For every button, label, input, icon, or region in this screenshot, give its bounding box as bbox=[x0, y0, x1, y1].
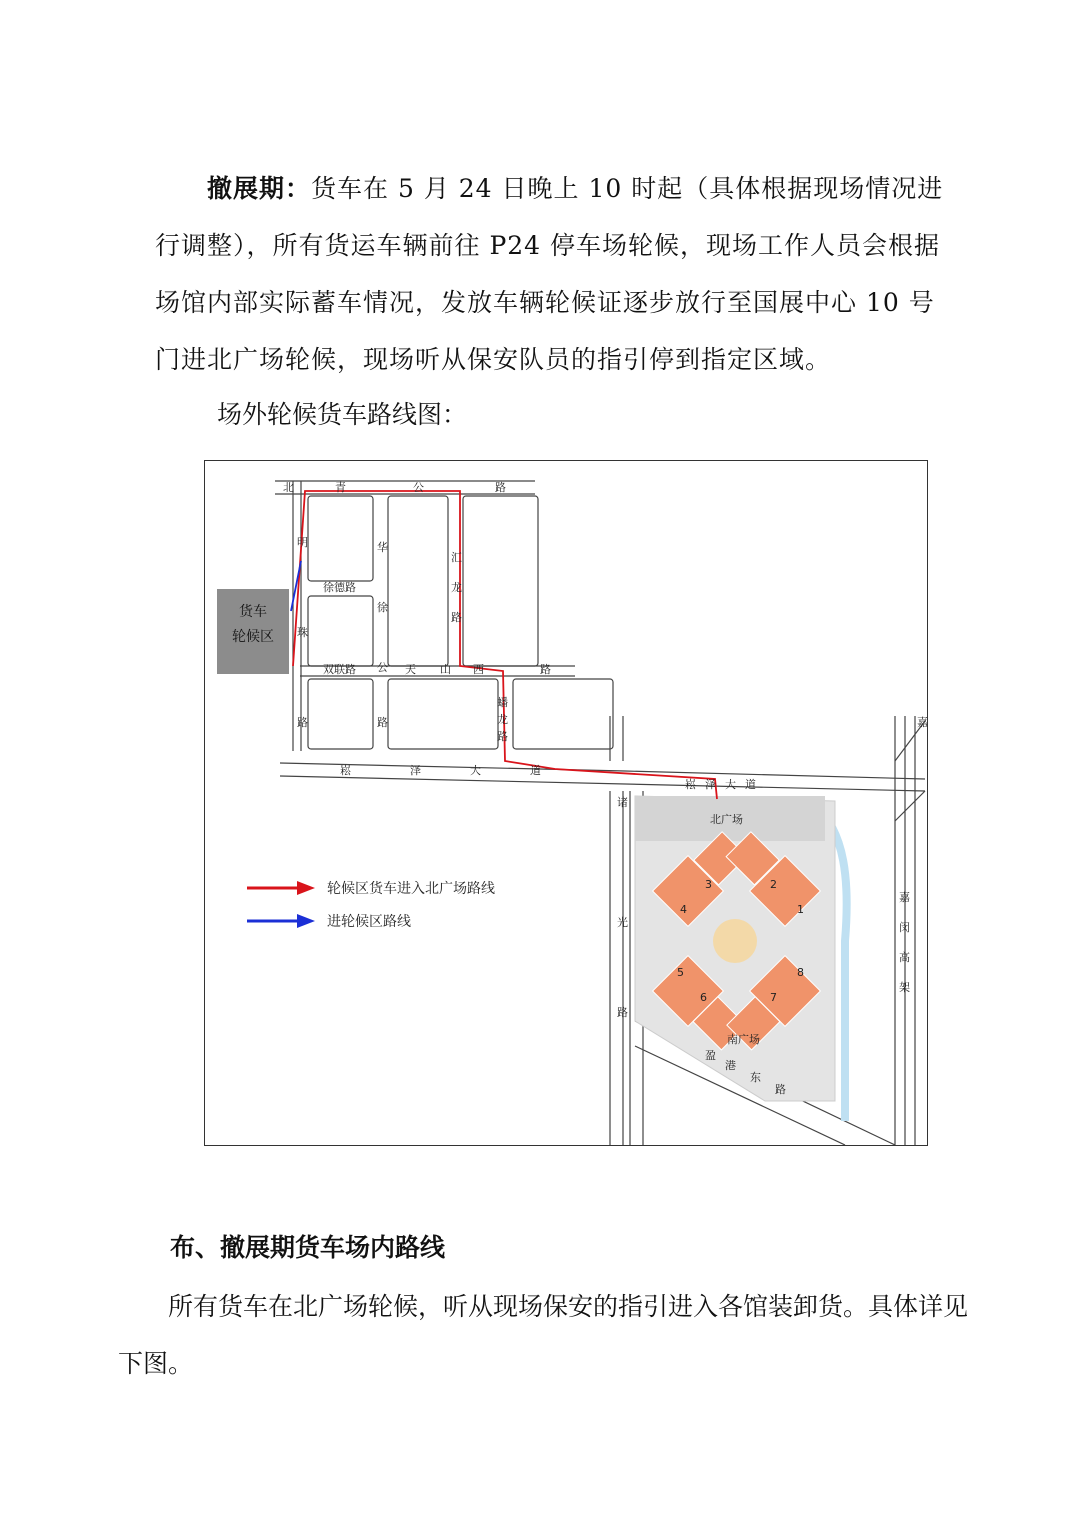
inside-route-heading: 布、撤展期货车场内路线 bbox=[170, 1233, 446, 1262]
waiting-area-label-2: 轮候区 bbox=[232, 629, 274, 645]
svg-text:南广场: 南广场 bbox=[727, 1033, 760, 1046]
map-caption: 场外轮候货车路线图： bbox=[217, 400, 468, 429]
svg-text:汇: 汇 bbox=[451, 551, 462, 564]
red-route bbox=[293, 491, 717, 799]
svg-text:道: 道 bbox=[745, 778, 756, 791]
svg-text:青: 青 bbox=[335, 481, 346, 494]
legend-red-label: 轮候区货车进入北广场路线 bbox=[327, 881, 495, 897]
svg-text:北广场: 北广场 bbox=[710, 813, 743, 826]
waiting-area-label-1: 货车 bbox=[239, 604, 267, 620]
svg-text:蟠: 蟠 bbox=[497, 696, 508, 709]
svg-text:龙: 龙 bbox=[497, 713, 508, 726]
svg-text:华: 华 bbox=[377, 541, 388, 554]
central-plaza bbox=[713, 919, 757, 963]
svg-text:徐: 徐 bbox=[377, 601, 388, 614]
svg-text:5: 5 bbox=[677, 966, 684, 979]
svg-text:泽: 泽 bbox=[410, 764, 421, 777]
svg-text:高: 高 bbox=[899, 951, 910, 964]
inside-route-body: 所有货车在北广场轮候，听从现场保安的指引进入各馆装卸货。具体详见下图。 bbox=[118, 1292, 969, 1378]
svg-text:港: 港 bbox=[725, 1059, 736, 1072]
svg-text:东: 东 bbox=[750, 1071, 761, 1084]
svg-text:崧: 崧 bbox=[685, 778, 696, 791]
svg-text:徐德路: 徐德路 bbox=[323, 581, 356, 594]
removal-body: 货车在 5 月 24 日晚上 10 时起（具体根据现场情况进行调整），所有货运车辆前往 P24 停车场轮候，现场工作人员会根据场馆内部实际蓄车情况，发放车辆轮候证逐步放行至国展中心 10 号门进北广场轮候，现场听从保安队员的指引停到指定区域。 bbox=[155, 174, 944, 374]
svg-text:泽: 泽 bbox=[705, 778, 716, 791]
svg-text:路: 路 bbox=[377, 716, 388, 729]
svg-text:珠: 珠 bbox=[297, 626, 308, 639]
svg-text:龙: 龙 bbox=[451, 581, 462, 594]
svg-text:西: 西 bbox=[473, 663, 484, 676]
svg-text:嘉: 嘉 bbox=[917, 716, 927, 729]
svg-text:天: 天 bbox=[405, 663, 416, 676]
svg-text:2: 2 bbox=[770, 878, 777, 891]
legend-red-arrow bbox=[247, 881, 315, 895]
svg-text:路: 路 bbox=[497, 730, 508, 743]
svg-text:6: 6 bbox=[700, 991, 707, 1004]
route-map bbox=[204, 460, 928, 1146]
svg-text:路: 路 bbox=[451, 611, 462, 624]
svg-text:4: 4 bbox=[680, 903, 687, 916]
svg-text:架: 架 bbox=[899, 981, 910, 994]
svg-text:路: 路 bbox=[617, 1006, 628, 1019]
svg-text:3: 3 bbox=[705, 878, 712, 891]
svg-text:大: 大 bbox=[725, 778, 736, 791]
svg-text:山: 山 bbox=[440, 663, 451, 676]
removal-paragraph bbox=[155, 160, 955, 388]
svg-text:闵: 闵 bbox=[899, 921, 910, 934]
svg-text:诸: 诸 bbox=[617, 796, 628, 809]
svg-text:道: 道 bbox=[530, 764, 541, 777]
svg-text:光: 光 bbox=[617, 916, 628, 929]
svg-text:公: 公 bbox=[377, 661, 388, 674]
removal-colon: ： bbox=[285, 174, 312, 203]
svg-text:大: 大 bbox=[470, 764, 481, 777]
svg-text:7: 7 bbox=[770, 991, 777, 1004]
legend-blue-arrow bbox=[247, 914, 315, 928]
svg-text:路: 路 bbox=[540, 663, 551, 676]
svg-text:路: 路 bbox=[775, 1083, 786, 1096]
svg-text:明: 明 bbox=[297, 536, 308, 549]
svg-text:盈: 盈 bbox=[705, 1049, 716, 1062]
inside-route-paragraph bbox=[118, 1278, 968, 1392]
svg-text:双联路: 双联路 bbox=[323, 663, 356, 676]
svg-text:1: 1 bbox=[797, 903, 804, 916]
svg-text:8: 8 bbox=[797, 966, 804, 979]
map-legend bbox=[247, 880, 495, 930]
removal-lead: 撤展期 bbox=[207, 174, 286, 203]
legend-blue-label: 进轮候区路线 bbox=[327, 914, 411, 930]
svg-text:北: 北 bbox=[283, 481, 294, 494]
svg-text:公: 公 bbox=[413, 481, 424, 494]
svg-text:路: 路 bbox=[297, 716, 308, 729]
svg-text:嘉: 嘉 bbox=[899, 891, 910, 904]
svg-text:崧: 崧 bbox=[340, 764, 351, 777]
svg-text:路: 路 bbox=[495, 481, 506, 494]
